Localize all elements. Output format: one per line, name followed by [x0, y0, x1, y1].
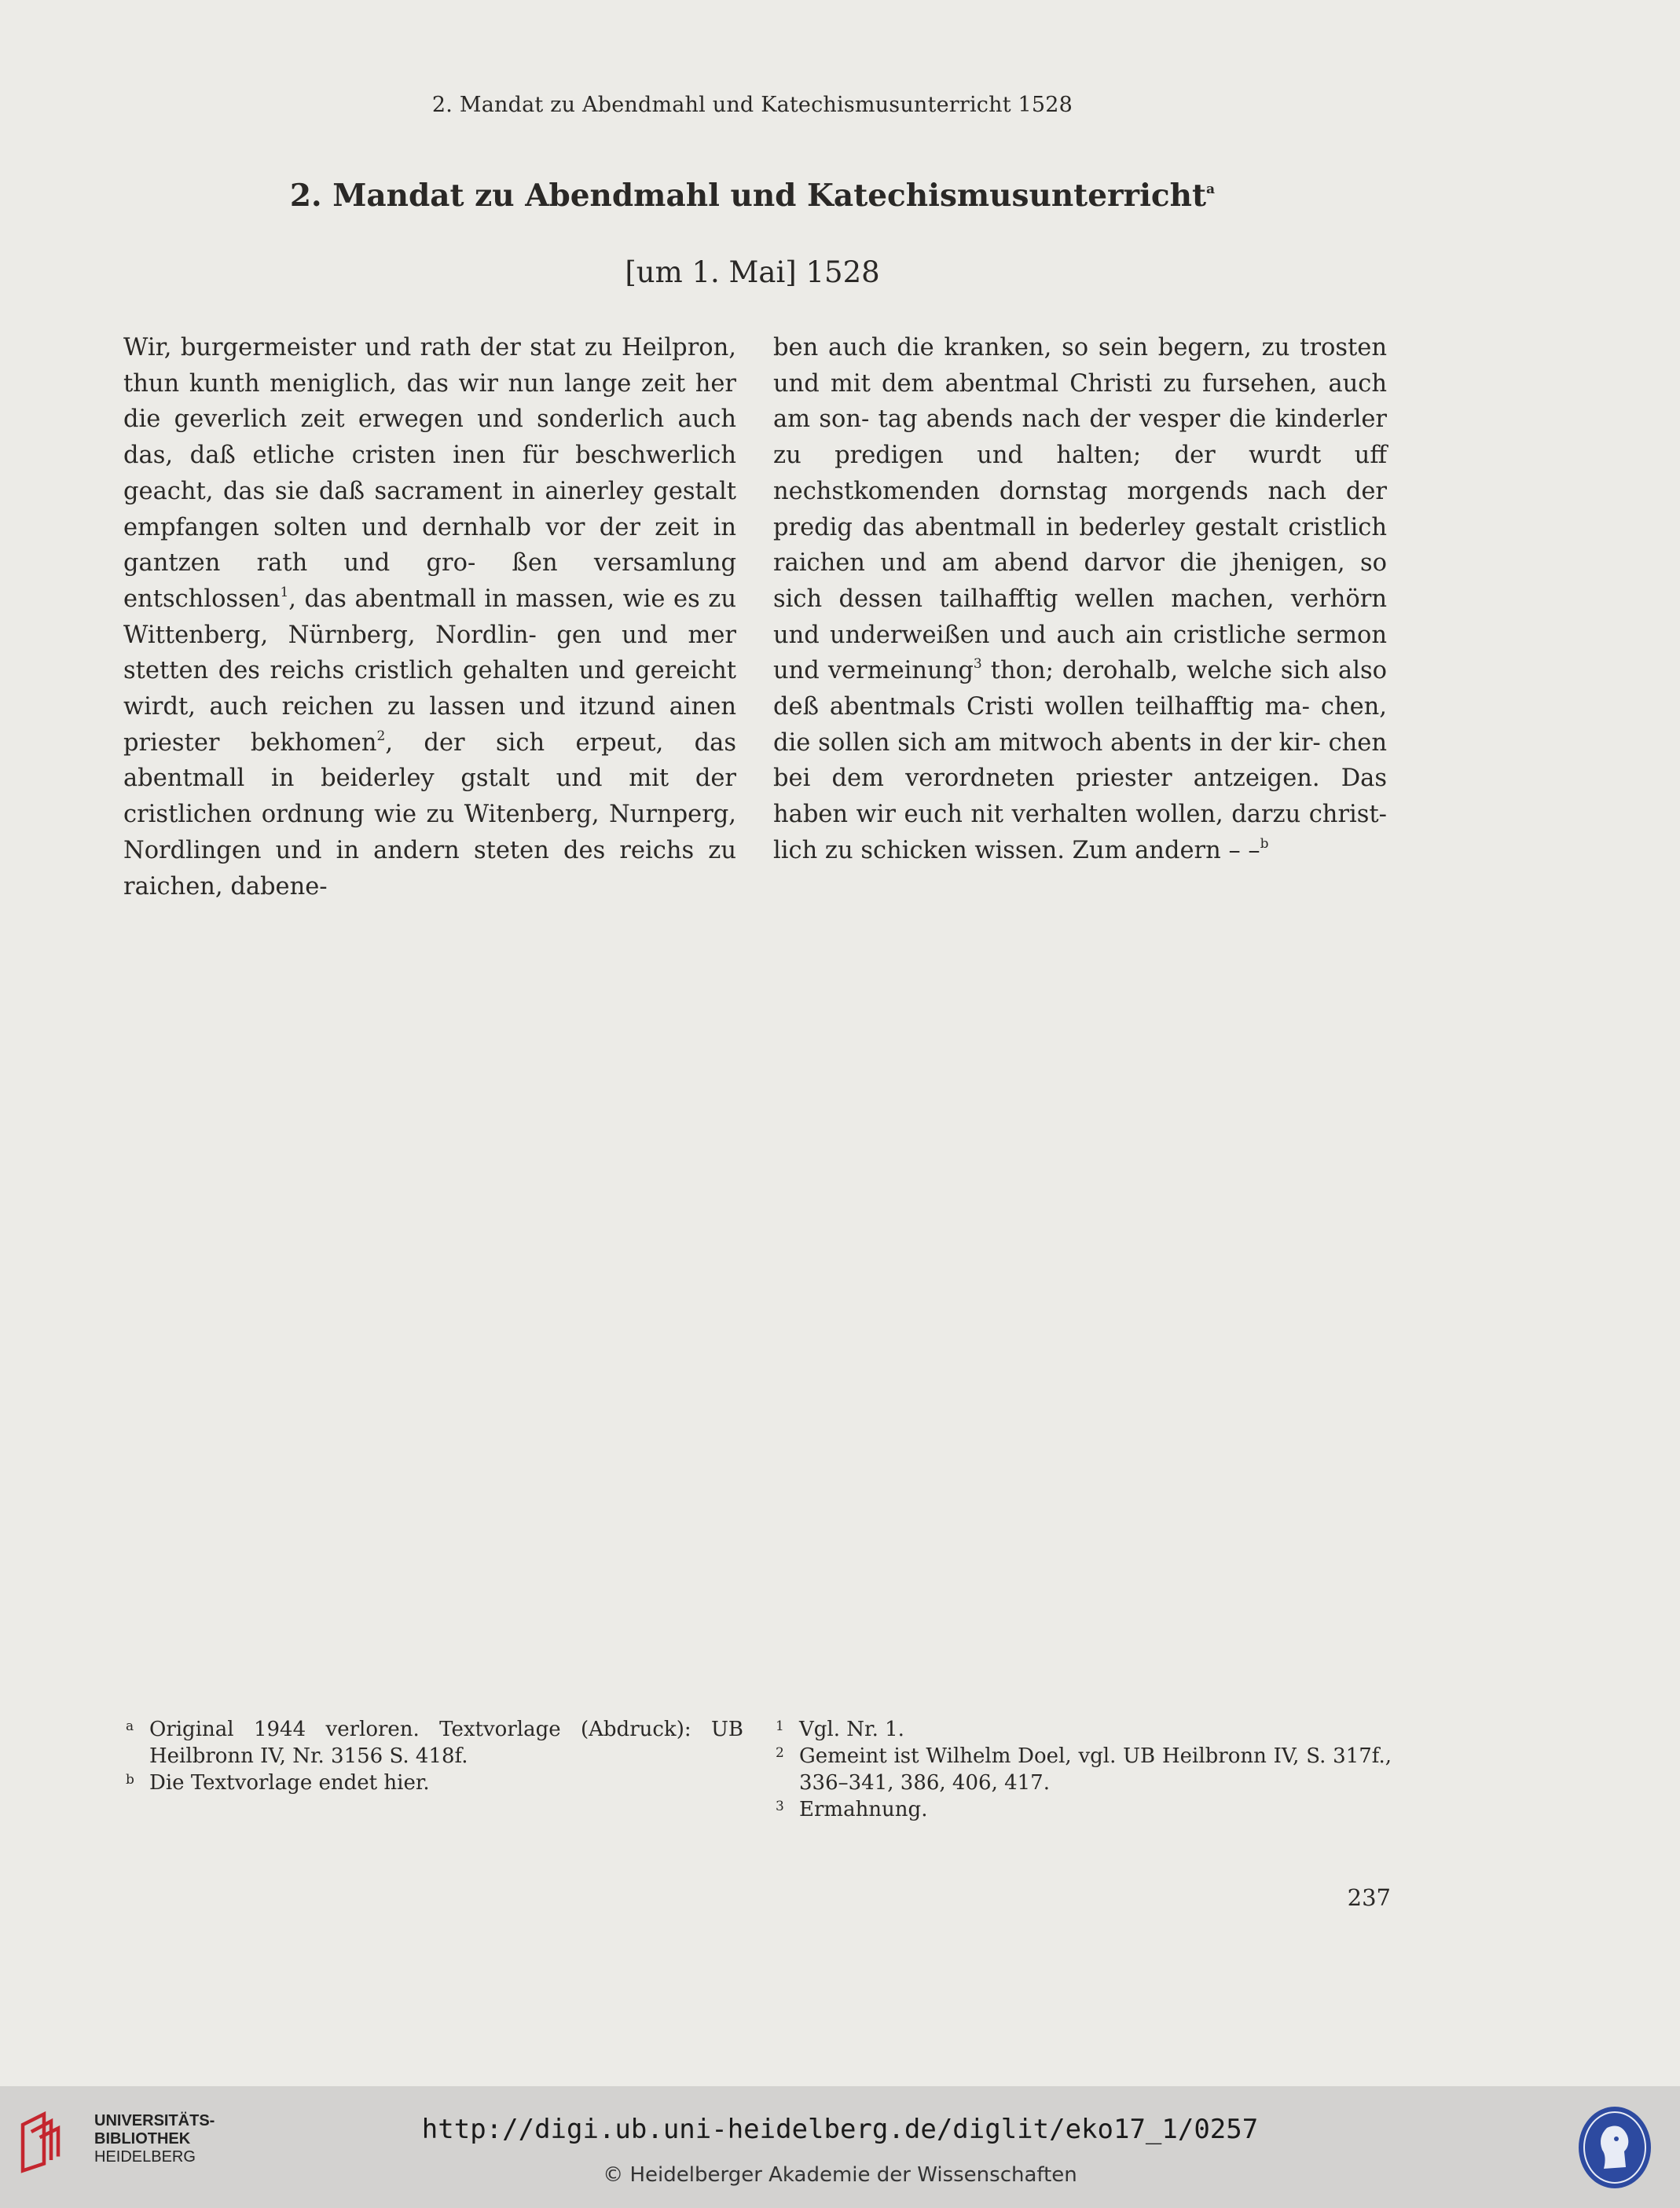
footnote-ref: 1 [280, 584, 289, 600]
text-span: thon; derohalb, welche sich also deß abentmals Cristi wollen teilhafftig ma- chen, die sollen sich am mitwoch abents in der kir- chen bei dem verordneten priester antzeigen. Das haben wir euch nit verhalten wollen, darzu christ- lich zu schicken wissen. Zum andern – – [773, 657, 1387, 864]
document-title [0, 178, 1505, 214]
logo-line: UNIVERSITÄTS- [94, 2112, 215, 2129]
running-head: 2. Mandat zu Abendmahl und Katechismusunterricht 1528 [431, 93, 1073, 117]
document-date: [um 1. Mai] 1528 [625, 255, 880, 289]
footnote-ref: 2 [376, 728, 386, 744]
footnote-mark: 1 [776, 1718, 784, 1734]
text-span: ben auch die kranken, so sein begern, zu trosten und mit dem abentmal Christi zu fursehen, auch am son- tag abends nach der vesper die kinderler zu predigen und halten; der wurdt uff nechstkomenden dornstag morgends nach der predig das abentmall in bederley gestalt cristlich raichen und am abend darvor die jhenigen, so sich dessen tailhafftig wellen machen, verhörn und underweißen und auch ain cristliche sermon und vermeinung [773, 334, 1387, 685]
footnote-mark: a [126, 1718, 134, 1734]
academy-seal-icon[interactable] [1575, 2104, 1654, 2191]
text-column-left [123, 330, 736, 904]
logo-line: BIBLIOTHEK [94, 2130, 191, 2147]
body-paragraph-left [123, 330, 736, 904]
footnote-ref: b [1260, 835, 1269, 852]
copyright-notice: © Heidelberger Akademie der Wissenschaften [603, 2163, 1077, 2187]
footnote-text: Ermahnung. [799, 1798, 928, 1821]
footnote-ref: 3 [973, 656, 982, 673]
logo-line: HEIDELBERG [94, 2148, 196, 2166]
footnote [776, 1716, 1392, 1743]
text-column-right [773, 330, 1387, 869]
footnote [776, 1796, 1392, 1823]
footnote-text: Die Textvorlage endet hier. [149, 1771, 430, 1795]
footnote-text: Vgl. Nr. 1. [799, 1718, 904, 1741]
text-span: , der sich erpeut, das abentmall in beiderley gstalt und mit der cristlichen ordnung wie zu Witenberg, Nurnperg, Nordlingen und in andern steten des reichs zu raichen, dabene- [123, 728, 737, 900]
title-text: 2. Mandat zu Abendmahl und Katechismusunterricht [289, 178, 1207, 214]
footnote [126, 1716, 743, 1770]
footnote [776, 1743, 1392, 1796]
footnotes-right [776, 1716, 1392, 1823]
page-number: 237 [1347, 1884, 1391, 1911]
viewer-footer [0, 2086, 1680, 2208]
body-paragraph-right [773, 330, 1387, 869]
text-span: , das abentmall in massen, wie es zu Wittenberg, Nürnberg, Nordlin- gen und mer stetten des reichs cristlich gehalten und gereicht wirdt, auch reichen zu lassen und itzund ainen priester bekhomen [123, 585, 736, 757]
footnote-mark: 3 [776, 1799, 784, 1814]
footnote-text: Gemeint ist Wilhelm Doel, vgl. UB Heilbronn IV, S. 317f., 336–341, 386, 406, 417. [799, 1744, 1392, 1795]
footnotes-left [126, 1716, 743, 1796]
footnote-text: Original 1944 verloren. Textvorlage (Abdruck): UB Heilbronn IV, Nr. 3156 S. 418f. [149, 1718, 743, 1768]
title-note-mark: a [1206, 182, 1216, 197]
footnote-mark: 2 [776, 1745, 784, 1761]
document-url-link[interactable]: http://digi.ub.uni-heidelberg.de/diglit/eko17_1/0257 [421, 2114, 1259, 2145]
text-span: Wir, burgermeister und rath der stat zu Heilpron, thun kunth meniglich, das wir nun lange zeit her die geverlich zeit erwegen und sonderlich auch das, daß etliche cristen inen für beschwerlich geacht, das sie daß sacrament in ainerley gestalt empfangen solten und dernhalb vor der zeit in gantzen rath und gro- ßen versamlung entschlossen [123, 334, 736, 613]
footnote-mark: b [126, 1772, 134, 1788]
footnote [126, 1770, 743, 1796]
